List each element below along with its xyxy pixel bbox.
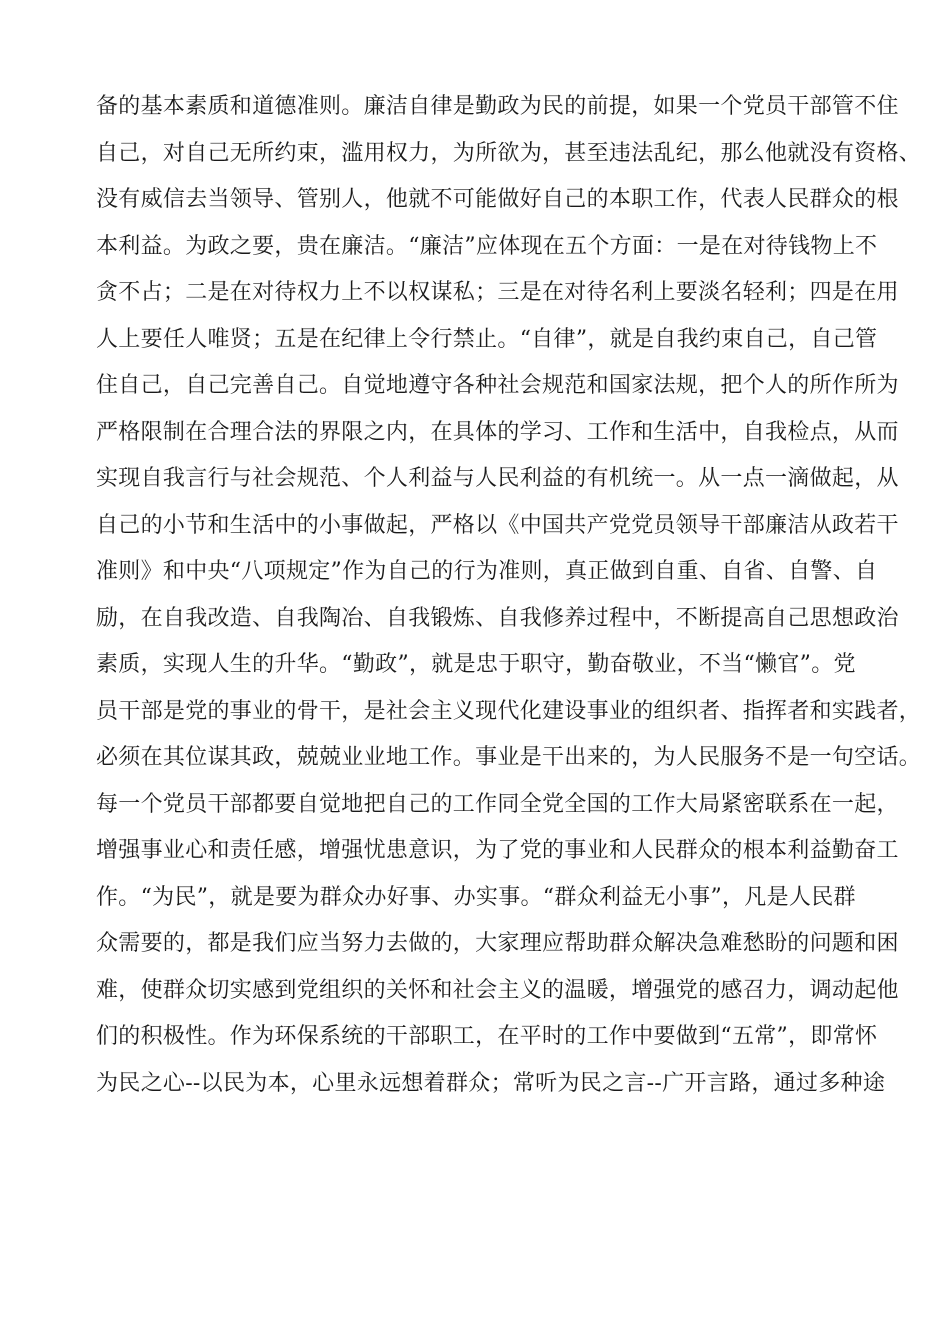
text-line: 素质，实现人生的升华。“勤政”，就是忠于职守，勤奋敬业，不当“懒官”。党 xyxy=(96,652,856,677)
text-line: 人上要任人唯贤；五是在纪律上令行禁止。“自律”，就是自我约束自己，自己管 xyxy=(96,326,878,352)
text-line: 备的基本素质和道德准则。廉洁自律是勤政为民的前提，如果一个党员干部管不住 xyxy=(96,94,899,119)
text-line: 自己，对自己无所约束，滥用权力，为所欲为，甚至违法乱纪，那么他就没有资格、 xyxy=(96,140,922,166)
text-line: 准则》和中央“八项规定”作为自己的行为准则，真正做到自重、自省、自警、自 xyxy=(96,559,878,584)
text-line: 作。“为民”，就是要为群众办好事、办实事。“群众利益无小事”，凡是人民群 xyxy=(96,884,856,910)
text-line: 员干部是党的事业的骨干，是社会主义现代化建设事业的组织者、指挥者和实践者， xyxy=(96,698,922,724)
text-line: 实现自我言行与社会规范、个人利益与人民利益的有机统一。从一点一滴做起，从 xyxy=(96,466,899,491)
text-line: 住自己，自己完善自己。自觉地遵守各种社会规范和国家法规，把个人的所作所为 xyxy=(96,373,899,398)
text-line: 增强事业心和责任感，增强忧患意识，为了党的事业和人民群众的根本利益勤奋工 xyxy=(96,838,899,863)
text-line: 众需要的，都是我们应当努力去做的，大家理应帮助群众解决急难愁盼的问题和困 xyxy=(96,931,899,956)
text-line: 励，在自我改造、自我陶冶、自我锻炼、自我修养过程中，不断提高自己思想政治 xyxy=(96,605,899,631)
text-line: 必须在其位谋其政，兢兢业业地工作。事业是干出来的，为人民服务不是一句空话。 xyxy=(96,745,922,770)
text-line: 自己的小节和生活中的小事做起，严格以《中国共产党党员领导干部廉洁从政若干 xyxy=(96,512,899,538)
text-line: 贪不占；二是在对待权力上不以权谋私；三是在对待名利上要淡名轻利；四是在用 xyxy=(96,280,899,305)
text-line: 每一个党员干部都要自觉地把自己的工作同全党全国的工作大局紧密联系在一起， xyxy=(96,791,899,817)
text-line: 本利益。为政之要，贵在廉洁。“廉洁”应体现在五个方面：一是在对待钱物上不 xyxy=(96,233,878,259)
body-paragraph xyxy=(96,84,922,1107)
text-line: 为民之心--以民为本，心里永远想着群众；常听为民之言--广开言路，通过多种途 xyxy=(96,1070,886,1096)
text-line: 难，使群众切实感到党组织的关怀和社会主义的温暖，增强党的感召力，调动起他 xyxy=(96,977,899,1003)
text-line: 没有威信去当领导、管别人，他就不可能做好自己的本职工作，代表人民群众的根 xyxy=(96,187,899,212)
text-line: 们的积极性。作为环保系统的干部职工，在平时的工作中要做到“五常”，即常怀 xyxy=(96,1024,878,1049)
text-line: 严格限制在合理合法的界限之内，在具体的学习、工作和生活中，自我检点，从而 xyxy=(96,419,899,445)
